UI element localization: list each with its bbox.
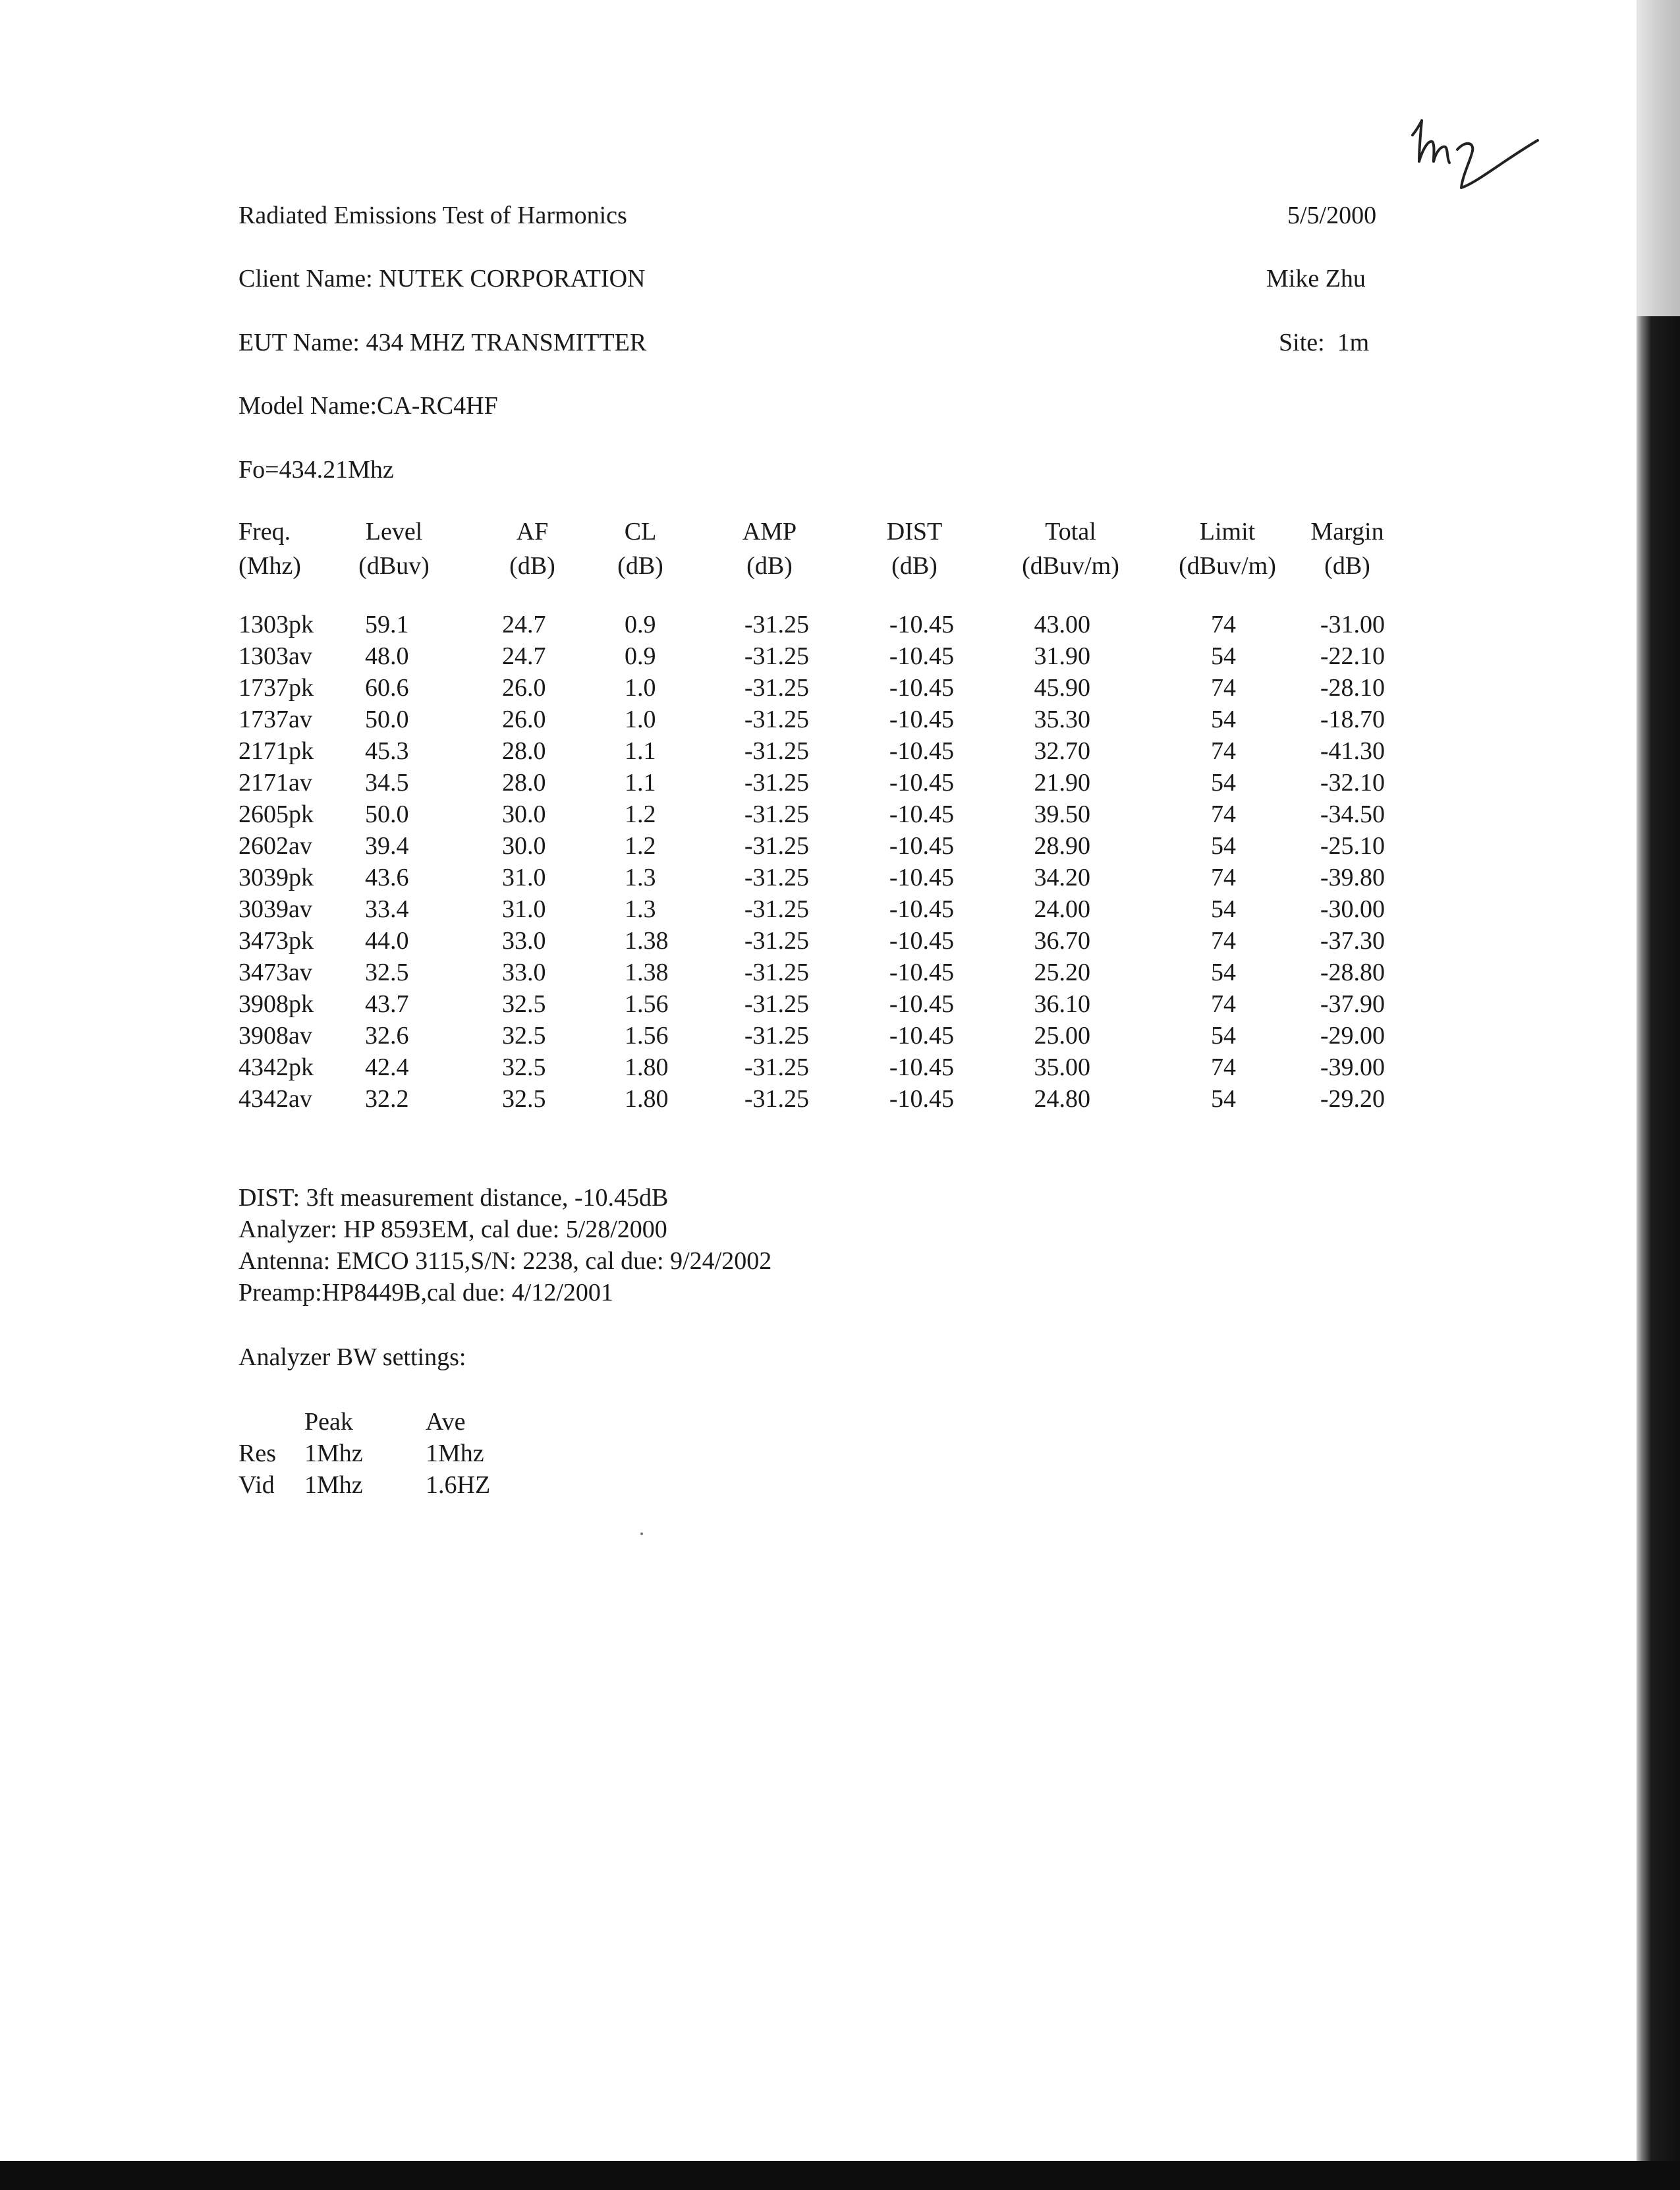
table-cell-cl: 1.3 xyxy=(625,864,656,891)
table-cell-limit: 54 xyxy=(1211,832,1236,860)
table-cell-limit: 54 xyxy=(1211,769,1236,797)
report-date: 5/5/2000 xyxy=(1287,202,1377,229)
table-cell-total: 21.90 xyxy=(1034,769,1090,797)
table-cell-level: 42.4 xyxy=(365,1053,409,1081)
table-cell-total: 32.70 xyxy=(1034,737,1090,765)
table-cell-limit: 54 xyxy=(1211,642,1236,670)
table-cell-amp: -31.25 xyxy=(744,706,809,733)
table-cell-freq: 1303av xyxy=(238,642,312,670)
table-cell-margin: -29.20 xyxy=(1320,1085,1385,1113)
bw-row-peak: 1Mhz xyxy=(304,1471,363,1499)
table-cell-af: 30.0 xyxy=(502,832,546,860)
table-cell-level: 50.0 xyxy=(365,706,409,733)
table-cell-level: 44.0 xyxy=(365,927,409,955)
table-cell-margin: -37.30 xyxy=(1320,927,1385,955)
table-cell-af: 32.5 xyxy=(502,1053,546,1081)
column-freq xyxy=(238,609,314,1115)
table-cell-limit: 74 xyxy=(1211,927,1236,955)
table-cell-af: 31.0 xyxy=(502,895,546,923)
table-cell-cl: 1.38 xyxy=(625,959,669,986)
table-cell-total: 45.90 xyxy=(1034,674,1090,702)
column-cl xyxy=(625,609,684,1115)
table-cell-total: 35.00 xyxy=(1034,1053,1090,1081)
table-cell-total: 36.70 xyxy=(1034,927,1090,955)
table-cell-level: 60.6 xyxy=(365,674,409,702)
table-cell-total: 31.90 xyxy=(1034,642,1090,670)
table-cell-amp: -31.25 xyxy=(744,895,809,923)
table-cell-level: 33.4 xyxy=(365,895,409,923)
table-cell-freq: 1737pk xyxy=(238,674,314,702)
table-cell-dist: -10.45 xyxy=(889,864,954,891)
table-cell-limit: 54 xyxy=(1211,959,1236,986)
col-header-dist: DIST (dB) xyxy=(886,518,943,580)
table-cell-total: 34.20 xyxy=(1034,864,1090,891)
table-cell-amp: -31.25 xyxy=(744,737,809,765)
col-header-total: Total (dBuv/m) xyxy=(1022,518,1119,580)
table-cell-freq: 4342pk xyxy=(238,1053,314,1081)
table-cell-margin: -25.10 xyxy=(1320,832,1385,860)
table-cell-cl: 1.2 xyxy=(625,800,656,828)
bw-row-label: Res xyxy=(238,1440,276,1467)
table-cell-af: 24.7 xyxy=(502,611,546,638)
table-cell-amp: -31.25 xyxy=(744,959,809,986)
table-cell-freq: 3908pk xyxy=(238,990,314,1018)
note-dist: DIST: 3ft measurement distance, -10.45dB xyxy=(238,1184,669,1212)
table-cell-cl: 1.56 xyxy=(625,1022,669,1050)
table-cell-level: 32.2 xyxy=(365,1085,409,1113)
table-cell-cl: 1.56 xyxy=(625,990,669,1018)
table-cell-margin: -28.80 xyxy=(1320,959,1385,986)
table-cell-cl: 1.0 xyxy=(625,706,656,733)
table-cell-total: 35.30 xyxy=(1034,706,1090,733)
scan-speck xyxy=(640,1532,643,1535)
table-cell-freq: 3039av xyxy=(238,895,312,923)
table-cell-dist: -10.45 xyxy=(889,895,954,923)
table-cell-cl: 1.0 xyxy=(625,674,656,702)
table-cell-af: 32.5 xyxy=(502,1085,546,1113)
table-cell-cl: 1.1 xyxy=(625,769,656,797)
client-name: Client Name: NUTEK CORPORATION xyxy=(238,265,646,293)
table-cell-total: 25.00 xyxy=(1034,1022,1090,1050)
table-cell-cl: 0.9 xyxy=(625,611,656,638)
table-cell-amp: -31.25 xyxy=(744,1053,809,1081)
table-cell-af: 28.0 xyxy=(502,737,546,765)
col-header-freq: Freq. (Mhz) xyxy=(238,518,301,580)
table-cell-freq: 1737av xyxy=(238,706,312,733)
table-cell-margin: -39.80 xyxy=(1320,864,1385,891)
note-preamp: Preamp:HP8449B,cal due: 4/12/2001 xyxy=(238,1279,613,1306)
table-cell-margin: -32.10 xyxy=(1320,769,1385,797)
table-cell-level: 39.4 xyxy=(365,832,409,860)
bw-row-label: Vid xyxy=(238,1471,275,1499)
table-cell-margin: -41.30 xyxy=(1320,737,1385,765)
table-cell-total: 28.90 xyxy=(1034,832,1090,860)
table-cell-total: 24.00 xyxy=(1034,895,1090,923)
note-antenna: Antenna: EMCO 3115,S/N: 2238, cal due: 9/24/2002 xyxy=(238,1247,772,1275)
table-cell-af: 31.0 xyxy=(502,864,546,891)
table-cell-dist: -10.45 xyxy=(889,990,954,1018)
table-cell-cl: 1.2 xyxy=(625,832,656,860)
table-cell-dist: -10.45 xyxy=(889,642,954,670)
column-af xyxy=(502,609,561,1115)
table-cell-level: 43.7 xyxy=(365,990,409,1018)
table-cell-amp: -31.25 xyxy=(744,1085,809,1113)
bw-header-ave: Ave xyxy=(426,1408,466,1436)
table-cell-af: 26.0 xyxy=(502,706,546,733)
table-cell-level: 32.6 xyxy=(365,1022,409,1050)
table-cell-level: 48.0 xyxy=(365,642,409,670)
table-cell-dist: -10.45 xyxy=(889,769,954,797)
table-cell-cl: 1.1 xyxy=(625,737,656,765)
engineer-name: Mike Zhu xyxy=(1266,265,1366,293)
table-cell-af: 33.0 xyxy=(502,959,546,986)
note-analyzer: Analyzer: HP 8593EM, cal due: 5/28/2000 xyxy=(238,1216,667,1243)
table-cell-dist: -10.45 xyxy=(889,611,954,638)
scan-edge-bottom xyxy=(0,2161,1680,2190)
table-cell-total: 25.20 xyxy=(1034,959,1090,986)
table-cell-af: 30.0 xyxy=(502,800,546,828)
table-cell-total: 36.10 xyxy=(1034,990,1090,1018)
table-cell-cl: 1.80 xyxy=(625,1085,669,1113)
column-dist xyxy=(875,609,954,1115)
table-cell-margin: -18.70 xyxy=(1320,706,1385,733)
table-cell-freq: 3908av xyxy=(238,1022,312,1050)
eut-name: EUT Name: 434 MHZ TRANSMITTER xyxy=(238,329,647,356)
table-cell-cl: 1.3 xyxy=(625,895,656,923)
table-cell-freq: 2171av xyxy=(238,769,312,797)
bw-settings-title: Analyzer BW settings: xyxy=(238,1343,466,1371)
table-cell-af: 24.7 xyxy=(502,642,546,670)
table-cell-limit: 74 xyxy=(1211,674,1236,702)
table-cell-cl: 1.80 xyxy=(625,1053,669,1081)
table-cell-total: 24.80 xyxy=(1034,1085,1090,1113)
table-cell-limit: 54 xyxy=(1211,895,1236,923)
scan-edge-right-light xyxy=(1637,0,1680,316)
table-cell-dist: -10.45 xyxy=(889,800,954,828)
table-cell-limit: 54 xyxy=(1211,1022,1236,1050)
table-cell-margin: -30.00 xyxy=(1320,895,1385,923)
bw-header-peak: Peak xyxy=(304,1408,353,1436)
table-cell-limit: 74 xyxy=(1211,864,1236,891)
col-header-amp: AMP (dB) xyxy=(742,518,797,580)
col-header-limit: Limit (dBuv/m) xyxy=(1179,518,1276,580)
column-level xyxy=(365,609,424,1115)
table-cell-amp: -31.25 xyxy=(744,832,809,860)
table-cell-level: 59.1 xyxy=(365,611,409,638)
table-cell-level: 45.3 xyxy=(365,737,409,765)
col-header-level: Level (dBuv) xyxy=(358,518,430,580)
table-cell-freq: 3473pk xyxy=(238,927,314,955)
table-cell-limit: 74 xyxy=(1211,990,1236,1018)
table-cell-amp: -31.25 xyxy=(744,990,809,1018)
column-margin xyxy=(1298,609,1385,1115)
col-header-cl: CL (dB) xyxy=(617,518,663,580)
table-cell-total: 43.00 xyxy=(1034,611,1090,638)
table-cell-freq: 4342av xyxy=(238,1085,312,1113)
table-cell-dist: -10.45 xyxy=(889,674,954,702)
table-cell-dist: -10.45 xyxy=(889,1085,954,1113)
table-cell-freq: 1303pk xyxy=(238,611,314,638)
table-cell-limit: 74 xyxy=(1211,737,1236,765)
column-limit xyxy=(1186,609,1236,1115)
table-cell-af: 33.0 xyxy=(502,927,546,955)
table-cell-level: 43.6 xyxy=(365,864,409,891)
table-cell-dist: -10.45 xyxy=(889,737,954,765)
column-amp xyxy=(730,609,809,1115)
handwritten-initials-signature xyxy=(1403,115,1542,194)
table-cell-amp: -31.25 xyxy=(744,800,809,828)
table-cell-freq: 2171pk xyxy=(238,737,314,765)
table-cell-dist: -10.45 xyxy=(889,959,954,986)
test-site: Site: 1m xyxy=(1279,329,1370,356)
table-cell-amp: -31.25 xyxy=(744,864,809,891)
table-cell-af: 32.5 xyxy=(502,1022,546,1050)
table-cell-freq: 2602av xyxy=(238,832,312,860)
table-cell-amp: -31.25 xyxy=(744,1022,809,1050)
table-cell-limit: 54 xyxy=(1211,706,1236,733)
table-cell-amp: -31.25 xyxy=(744,769,809,797)
scan-edge-right xyxy=(1637,0,1680,2190)
table-cell-af: 28.0 xyxy=(502,769,546,797)
table-cell-level: 32.5 xyxy=(365,959,409,986)
model-name: Model Name:CA-RC4HF xyxy=(238,392,498,420)
bw-row-peak: 1Mhz xyxy=(304,1440,363,1467)
table-cell-dist: -10.45 xyxy=(889,706,954,733)
bw-row-ave: 1.6HZ xyxy=(426,1471,491,1499)
table-cell-cl: 0.9 xyxy=(625,642,656,670)
table-cell-freq: 2605pk xyxy=(238,800,314,828)
table-cell-dist: -10.45 xyxy=(889,832,954,860)
table-cell-margin: -28.10 xyxy=(1320,674,1385,702)
table-cell-total: 39.50 xyxy=(1034,800,1090,828)
fundamental-frequency: Fo=434.21Mhz xyxy=(238,456,394,484)
table-cell-dist: -10.45 xyxy=(889,1053,954,1081)
table-cell-cl: 1.38 xyxy=(625,927,669,955)
table-cell-limit: 54 xyxy=(1211,1085,1236,1113)
bw-row-ave: 1Mhz xyxy=(426,1440,484,1467)
table-cell-amp: -31.25 xyxy=(744,642,809,670)
table-cell-level: 50.0 xyxy=(365,800,409,828)
table-cell-margin: -29.00 xyxy=(1320,1022,1385,1050)
table-cell-amp: -31.25 xyxy=(744,674,809,702)
table-cell-af: 32.5 xyxy=(502,990,546,1018)
table-cell-freq: 3039pk xyxy=(238,864,314,891)
table-cell-margin: -37.90 xyxy=(1320,990,1385,1018)
table-cell-freq: 3473av xyxy=(238,959,312,986)
table-cell-margin: -22.10 xyxy=(1320,642,1385,670)
table-cell-dist: -10.45 xyxy=(889,1022,954,1050)
table-cell-margin: -39.00 xyxy=(1320,1053,1385,1081)
table-cell-amp: -31.25 xyxy=(744,927,809,955)
table-cell-amp: -31.25 xyxy=(744,611,809,638)
table-cell-dist: -10.45 xyxy=(889,927,954,955)
col-header-af: AF (dB) xyxy=(509,518,555,580)
column-total xyxy=(1018,609,1090,1115)
table-cell-margin: -34.50 xyxy=(1320,800,1385,828)
table-cell-limit: 74 xyxy=(1211,1053,1236,1081)
report-title: Radiated Emissions Test of Harmonics xyxy=(238,202,627,229)
table-cell-af: 26.0 xyxy=(502,674,546,702)
table-cell-margin: -31.00 xyxy=(1320,611,1385,638)
col-header-margin: Margin (dB) xyxy=(1310,518,1384,580)
table-cell-limit: 74 xyxy=(1211,800,1236,828)
table-cell-limit: 74 xyxy=(1211,611,1236,638)
table-cell-level: 34.5 xyxy=(365,769,409,797)
